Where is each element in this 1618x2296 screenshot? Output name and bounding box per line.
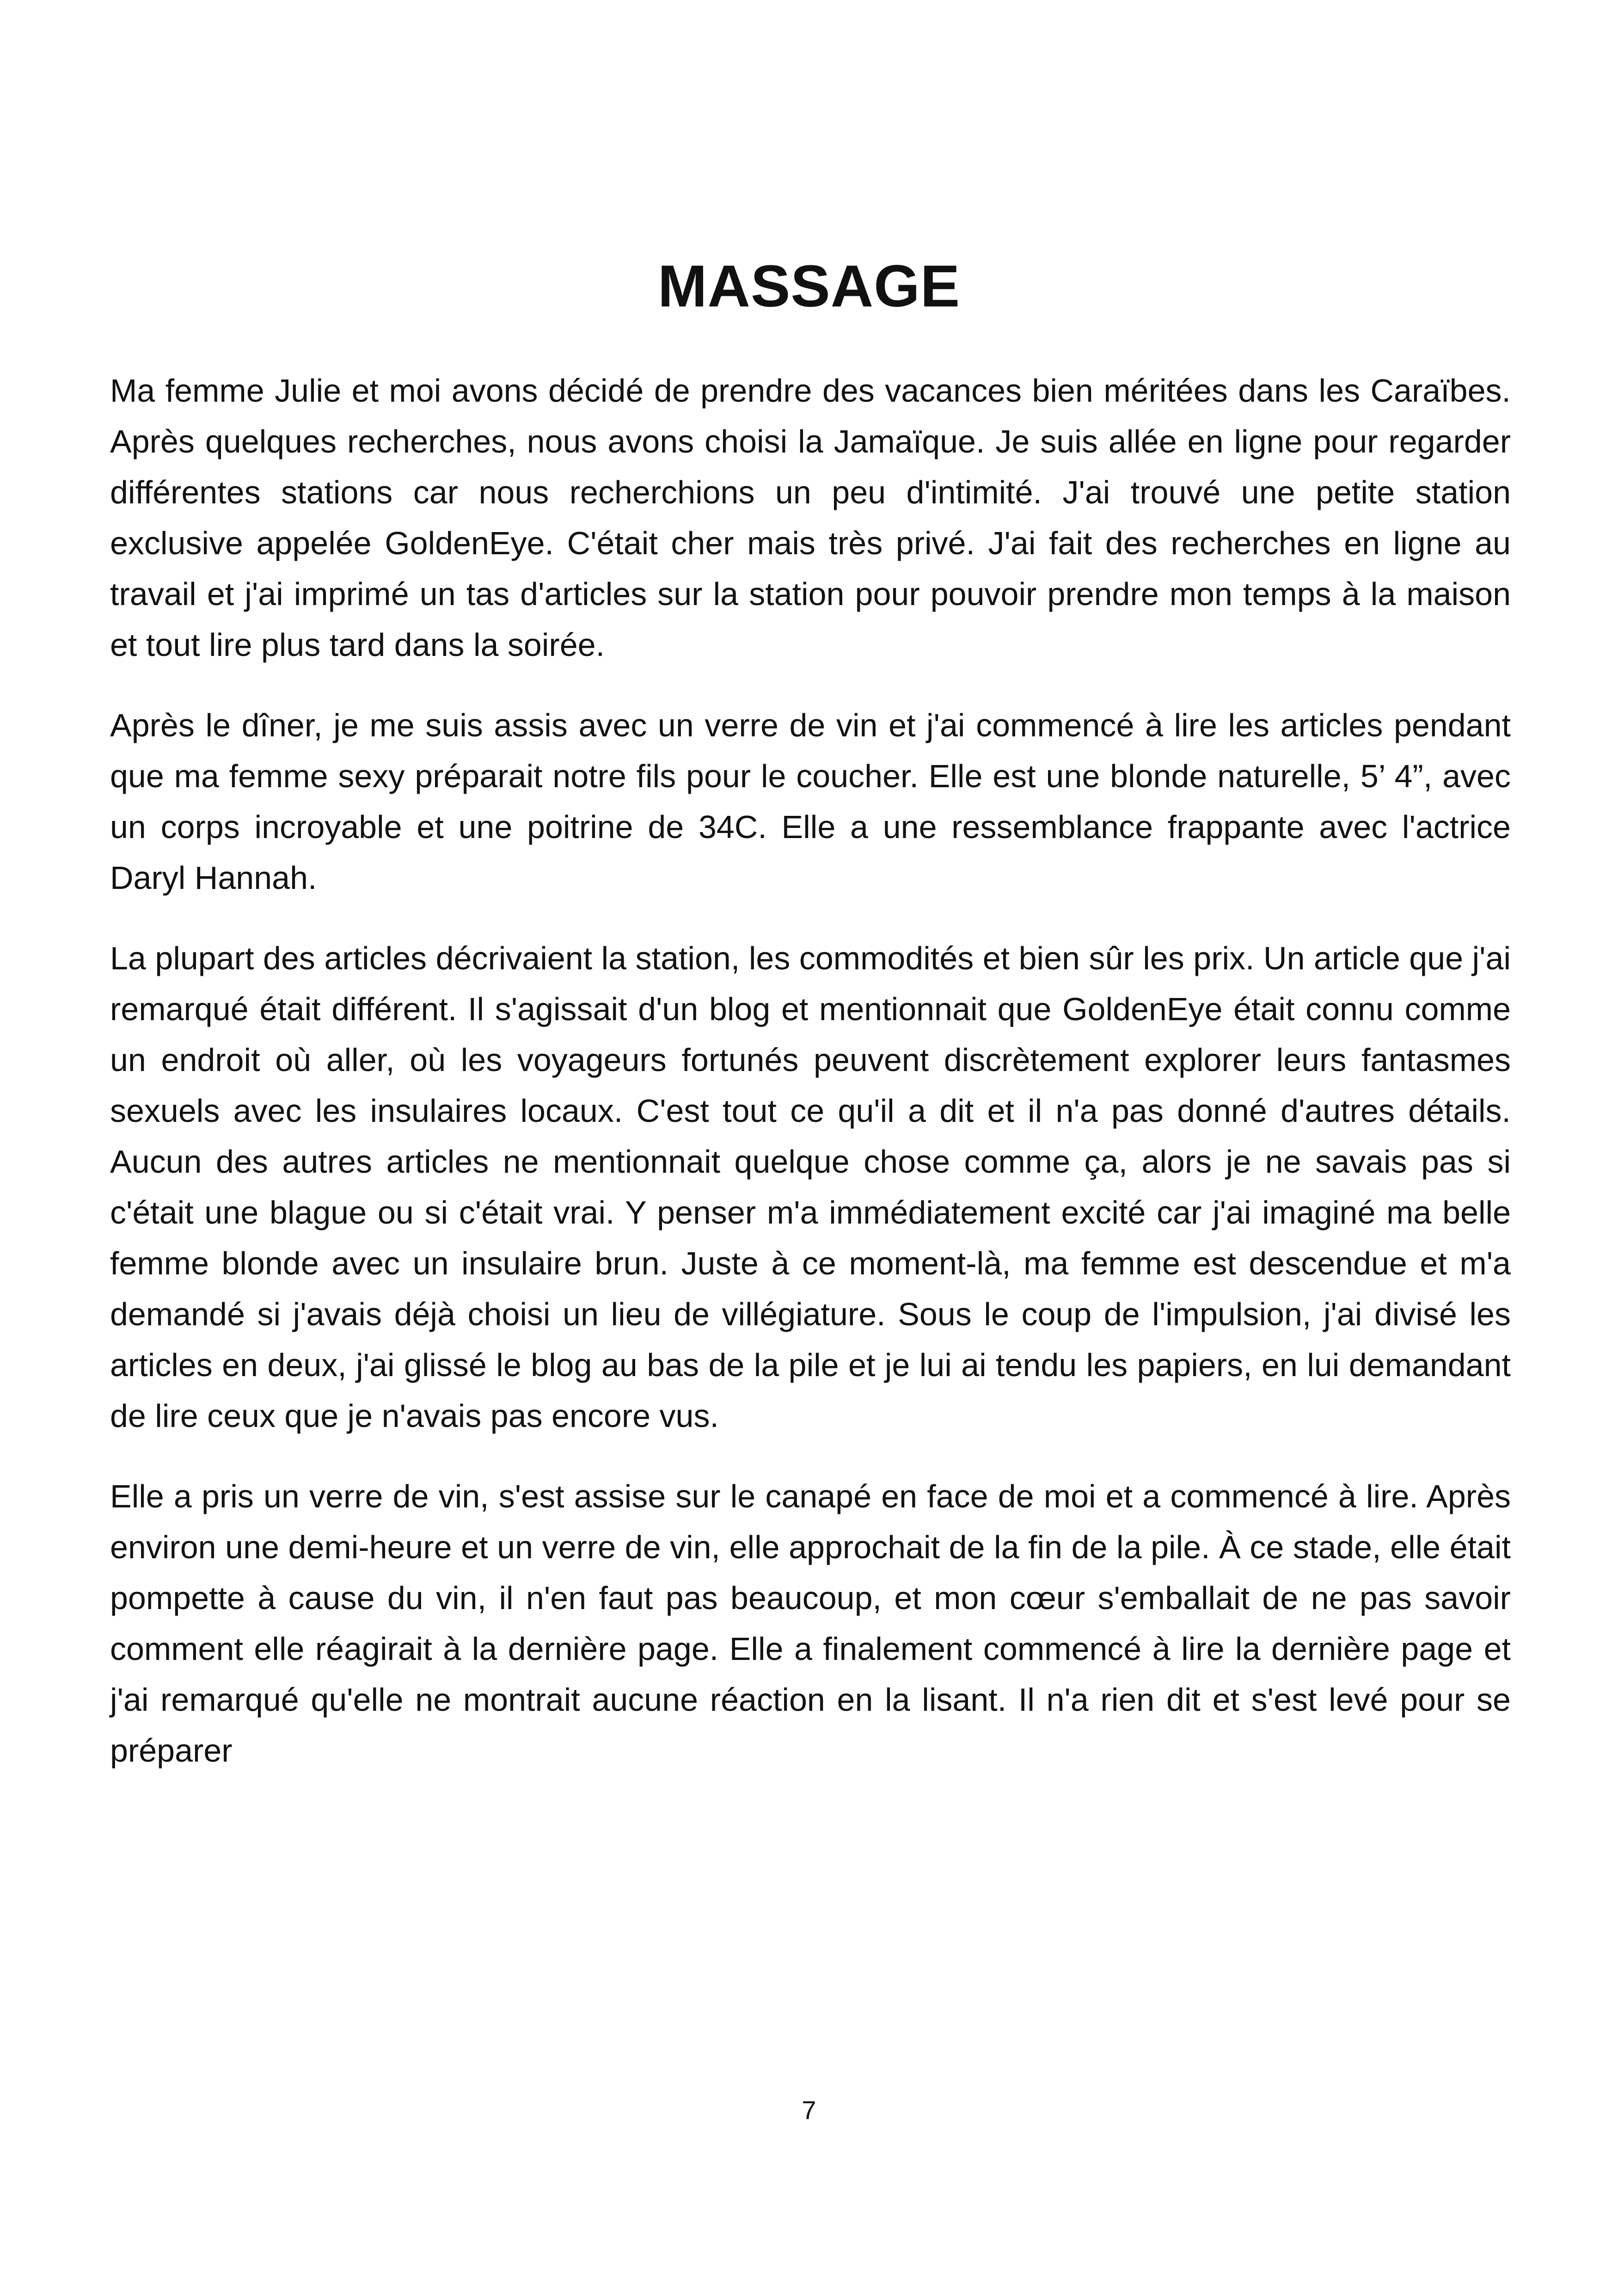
paragraph-3: La plupart des articles décrivaient la station, les commodités et bien sûr les prix. Un article que j'ai remarqué était différent. Il s'agissait d'un blog et mentionnait que GoldenEye était connu comme un endroit où aller, où les voyageurs fortunés peuvent discrètement explorer leurs fantasmes sexuels avec les insulaires locaux. C'est tout ce qu'il a dit et il n'a pas donné d'autres détails. Aucun des autres articles ne mentionnait quelque chose comme ça, alors je ne savais pas si c'était une blague ou si c'était vrai. Y penser m'a immédiatement excité car j'ai imaginé ma belle femme blonde avec un insulaire brun. Juste à ce moment-là, ma femme est descendue et m'a demandé si j'avais déjà choisi un lieu de villégiature. Sous le coup de l'impulsion, j'ai divisé les articles en deux, j'ai glissé le blog au bas de la pile et je lui ai tendu les papiers, en lui demandant de lire ceux que je n'avais pas encore vus. [110, 940, 1511, 1434]
page-number: 7 [802, 2095, 816, 2125]
paragraph-1: Ma femme Julie et moi avons décidé de prendre des vacances bien méritées dans les Caraïbes. Après quelques recherches, nous avons choisi la Jamaïque. Je suis allée en ligne pour regarder différentes stations car nous recherchions un peu d'intimité. J'ai trouvé une petite station exclusive appelée GoldenEye. C'était cher mais très privé. J'ai fait des recherches en ligne au travail et j'ai imprimé un tas d'articles sur la station pour pouvoir prendre mon temps à la maison et tout lire plus tard dans la soirée. [110, 373, 1511, 663]
page-title: MASSAGE [657, 253, 961, 319]
paragraph-2: Après le dîner, je me suis assis avec un verre de vin et j'ai commencé à lire les articles pendant que ma femme sexy préparait notre fils pour le coucher. Elle est une blonde naturelle, 5’ 4”, avec un corps incroyable et une poitrine de 34C. Elle a une ressemblance frappante avec l'actrice Daryl Hannah. [110, 707, 1511, 896]
paragraph-4: Elle a pris un verre de vin, s'est assise sur le canapé en face de moi et a commencé à lire. Après environ une demi-heure et un verre de vin, elle approchait de la fin de la pile. À ce stade, elle était pompette à cause du vin, il n'en faut pas beaucoup, et mon cœur s'emballait de ne pas savoir comment elle réagirait à la dernière page. Elle a finalement commencé à lire la dernière page et j'ai remarqué qu'elle ne montrait aucune réaction en la lisant. Il n'a rien dit et s'est levé pour se préparer [110, 1478, 1511, 1769]
body-text [110, 365, 1511, 1806]
